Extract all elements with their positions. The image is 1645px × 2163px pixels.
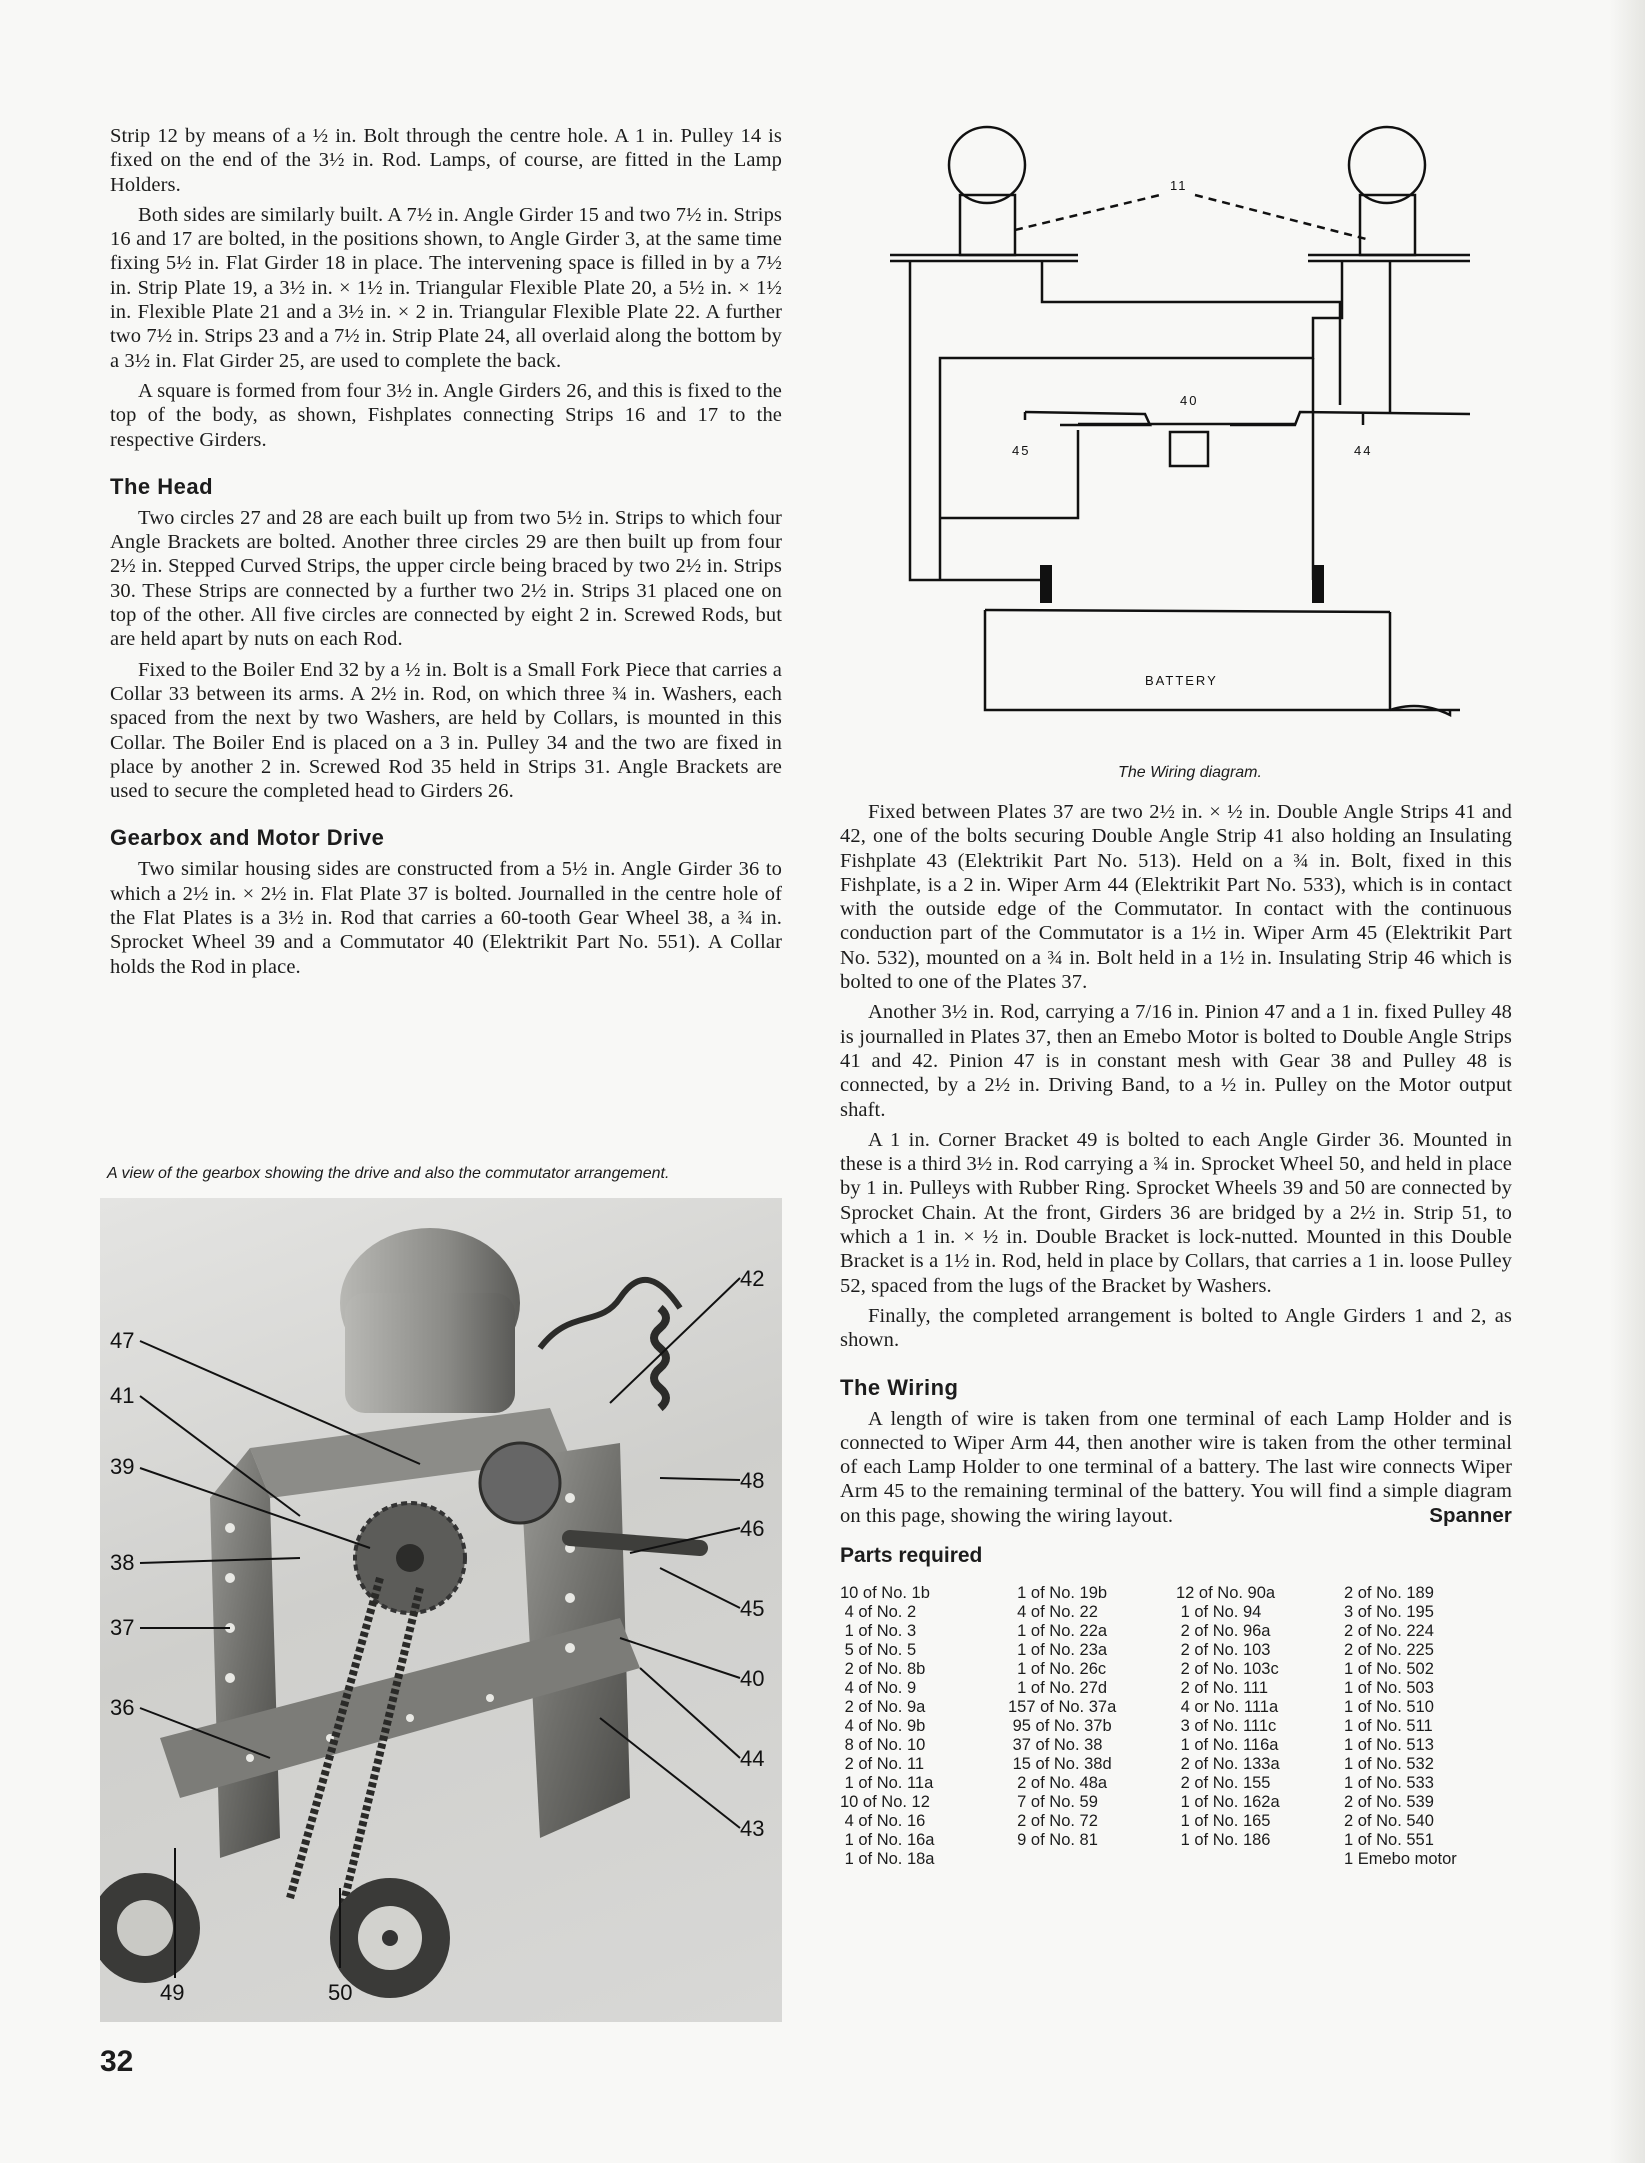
parts-item: 4 of No. 9b <box>840 1717 926 1736</box>
parts-item: 1 of No. 532 <box>1344 1755 1434 1774</box>
parts-item: 1 of No. 3 <box>840 1622 917 1641</box>
body-paragraph: Fixed to the Boiler End 32 by a ½ in. Bolt is a Small Fork Piece that carries a Collar 33 between its arms. A 2½ in. Rod, on which three ¾ in. Washers, each spaced from the next by two Washers, are held by Collars, is mounted in this Collar. The Boiler End is placed on a 3 in. Pulley 34 and the two are fixed in place by another 2 in. Screwed Rod 35 held in Strips 31. Angle Brackets are used to secure the completed head to Girders 26. <box>110 658 782 803</box>
parts-item: 4 of No. 22 <box>1008 1603 1098 1622</box>
body-paragraph: A square is formed from four 3½ in. Angle Girders 26, and this is fixed to the top of the body, as shown, Fishplates connecting Strips 16 and 17 to the respective Girders. <box>110 379 782 451</box>
body-paragraph: Two circles 27 and 28 are each built up from two 5½ in. Strips to which four Angle Brackets are bolted. Another three circles 29 are then built up from four 2½ in. Stepped Curved Strips, the upper circle being braced by two 2½ in. Strips 30. These Strips are connected by a further two 2½ in. Strips 31 placed one on top of the other. All five circles are connected by eight 2 in. Screwed Rods, but are held apart by nuts on each Rod. <box>110 506 782 651</box>
parts-column <box>840 1584 1008 1869</box>
parts-item: 37 of No. 38 <box>1008 1736 1103 1755</box>
body-paragraph: Another 3½ in. Rod, carrying a 7/16 in. Pinion 47 and a 1 in. fixed Pulley 48 is journalled in Plates 37, then an Emebo Motor is bolted to Double Angle Strips 41 and 42. Pinion 47 is in constant mesh with Gear 38 and Pulley 48 is connected, by a 2½ in. Driving Band, to a ½ in. Pulley on the Motor output shaft. <box>840 1001 1512 1121</box>
parts-item: 8 of No. 10 <box>840 1736 926 1755</box>
parts-item: 1 of No. 502 <box>1344 1660 1434 1679</box>
wiring-label-40: 40 <box>1180 393 1199 408</box>
left-column <box>110 124 782 985</box>
parts-item: 2 of No. 224 <box>1344 1622 1434 1641</box>
parts-item: 1 of No. 11a <box>840 1774 934 1793</box>
parts-item: 10 of No. 1b <box>840 1584 930 1603</box>
parts-item: 2 of No. 103c <box>1176 1660 1279 1679</box>
parts-item: 1 of No. 503 <box>1344 1679 1434 1698</box>
battery-label: BATTERY <box>1145 673 1218 688</box>
photo-label: 48 <box>740 1468 765 1493</box>
body-paragraph <box>840 1407 1512 1528</box>
parts-item: 2 of No. 48a <box>1008 1774 1108 1793</box>
page-edge-shadow <box>1609 0 1645 2163</box>
photo-label: 42 <box>740 1266 765 1291</box>
photo-label: 41 <box>110 1383 135 1408</box>
parts-item: 4 of No. 16 <box>840 1812 926 1831</box>
body-paragraph: Both sides are similarly built. A 7½ in. Angle Girder 15 and two 7½ in. Strips 16 and 17 are bolted, in the positions shown, to Angle Girder 3, at the same time fixing 5½ in. Flat Girder 18 in place. The intervening space is filled in by a 7½ in. Strip Plate 19, a 3½ in. × 1½ in. Triangular Flexible Plate 20, a 5½ in. × 1½ in. Flexible Plate 21 and a 3½ in. × 2 in. Triangular Flexible Plate 22. A further two 7½ in. Strips 23 and a 7½ in. Strip Plate 24, all overlaid along the bottom by a 3½ in. Flat Girder 25, are used to complete the back. <box>110 203 782 372</box>
parts-item: 1 of No. 18a <box>840 1850 935 1869</box>
photo-label: 36 <box>110 1695 135 1720</box>
parts-item: 2 of No. 540 <box>1344 1812 1434 1831</box>
photo-caption: A view of the gearbox showing the drive and also the commutator arrangement. <box>107 1165 670 1182</box>
parts-item: 4 of No. 2 <box>840 1603 917 1622</box>
parts-item: 2 of No. 11 <box>840 1755 925 1774</box>
wiring-paragraph-text: A length of wire is taken from one terminal of each Lamp Holder and is connected to Wiper Arm 44, then another wire is taken from the other terminal of each Lamp Holder to one terminal of a battery. The last wire connects Wiper Arm 45 to the remaining terminal of the battery. You will find a simple diagram on this page, showing the wiring layout. <box>840 1407 1512 1527</box>
parts-item: 1 of No. 22a <box>1008 1622 1108 1641</box>
section-heading-wiring: The Wiring <box>840 1374 959 1400</box>
parts-item: 2 of No. 133a <box>1176 1755 1280 1774</box>
parts-item: 157 of No. 37a <box>1008 1698 1117 1717</box>
body-paragraph: Strip 12 by means of a ½ in. Bolt through the centre hole. A 1 in. Pulley 14 is fixed on the end of the 3½ in. Rod. Lamps, of course, are fitted in the Lamp Holders. <box>110 125 782 196</box>
photo-label: 38 <box>110 1550 135 1575</box>
wiring-diagram <box>880 110 1500 770</box>
parts-item: 2 of No. 111 <box>1176 1679 1269 1698</box>
parts-item: 3 of No. 111c <box>1176 1717 1277 1736</box>
photo-label: 45 <box>740 1596 765 1621</box>
parts-item: 1 of No. 16a <box>840 1831 935 1850</box>
parts-item: 1 of No. 533 <box>1344 1774 1434 1793</box>
photo-label: 44 <box>740 1746 765 1771</box>
parts-item: 1 of No. 186 <box>1176 1831 1271 1850</box>
photo-label: 37 <box>110 1615 135 1640</box>
parts-item: 95 of No. 37b <box>1008 1717 1112 1736</box>
parts-item: 1 of No. 26c <box>1008 1660 1107 1679</box>
parts-item: 1 of No. 94 <box>1176 1603 1262 1622</box>
parts-item: 1 of No. 116a <box>1176 1736 1279 1755</box>
signature: Spanner <box>1429 1503 1512 1527</box>
photo-label: 40 <box>740 1666 765 1691</box>
parts-item: 4 or No. 111a <box>1176 1698 1279 1717</box>
gearbox-photo-illustration <box>100 1198 782 2022</box>
photo-label: 46 <box>740 1516 765 1541</box>
parts-item: 1 of No. 19b <box>1008 1584 1108 1603</box>
parts-item: 1 of No. 510 <box>1344 1698 1434 1717</box>
parts-item: 7 of No. 59 <box>1008 1793 1098 1812</box>
wiring-label-11: 11 <box>1170 178 1188 193</box>
gearbox-photo <box>100 1198 782 2022</box>
parts-item: 1 of No. 513 <box>1344 1736 1434 1755</box>
wiring-caption: The Wiring diagram. <box>1118 764 1262 781</box>
parts-column <box>1176 1584 1344 1869</box>
right-column <box>840 800 1512 1869</box>
parts-item: 4 of No. 9 <box>840 1679 917 1698</box>
parts-title: Parts required <box>840 1544 983 1568</box>
parts-column <box>1344 1584 1512 1869</box>
parts-item: 5 of No. 5 <box>840 1641 917 1660</box>
parts-item: 1 of No. 23a <box>1008 1641 1108 1660</box>
photo-label: 39 <box>110 1454 135 1479</box>
parts-item: 2 of No. 96a <box>1176 1622 1271 1641</box>
parts-item: 3 of No. 195 <box>1344 1603 1434 1622</box>
photo-label: 50 <box>328 1980 353 2005</box>
parts-item: 2 of No. 9a <box>840 1698 926 1717</box>
body-paragraph: Two similar housing sides are constructed from a 5½ in. Angle Girder 36 to which a 2½ in. × 2½ in. Flat Plate 37 is bolted. Journalled in the centre hole of the Flat Plates is a 3½ in. Rod that carries a 60-tooth Gear Wheel 38, a ¾ in. Sprocket Wheel 39 and a Commutator 40 (Elektrikit Part No. 551). A Collar holds the Rod in place. <box>110 858 782 978</box>
body-paragraph: Fixed between Plates 37 are two 2½ in. × ½ in. Double Angle Strips 41 and 42, one of the bolts securing Double Angle Strip 41 also holding an Insulating Fishplate 43 (Elektrikit Part No. 513). Held on a ¾ in. Bolt, fixed in this Fishplate, is a 2 in. Wiper Arm 44 (Elektrikit Part No. 533), which is in contact with the outside edge of the Commutator. In contact with the continuous conduction part of the Commutator is a 1½ in. Wiper Arm 45 (Elektrikit Part No. 532), mounted on a ¾ in. Bolt held in a 1½ in. Insulating Strip 46 which is bolted to one of the Plates 37. <box>840 801 1512 994</box>
parts-item: 2 of No. 155 <box>1176 1774 1271 1793</box>
parts-item: 2 of No. 72 <box>1008 1812 1098 1831</box>
parts-item: 10 of No. 12 <box>840 1793 930 1812</box>
parts-item: 2 of No. 8b <box>840 1660 926 1679</box>
parts-item: 2 of No. 225 <box>1344 1641 1434 1660</box>
body-paragraph: Finally, the completed arrangement is bolted to Angle Girders 1 and 2, as shown. <box>840 1304 1512 1352</box>
section-heading-gearbox: Gearbox and Motor Drive <box>110 825 385 851</box>
parts-item: 1 of No. 162a <box>1176 1793 1280 1812</box>
wiring-label-45: 45 <box>1012 443 1031 458</box>
parts-item: 12 of No. 90a <box>1176 1584 1276 1603</box>
parts-item: 1 of No. 27d <box>1008 1679 1108 1698</box>
body-paragraph: A 1 in. Corner Bracket 49 is bolted to each Angle Girder 36. Mounted in these is a third 3½ in. Rod carrying a ¾ in. Sprocket Wheel 50, and held in place by 1 in. Pulleys with Rubber Ring. Sprocket Wheels 39 and 50 are connected by Sprocket Chain. At the front, Girders 36 are bridged by a 2½ in. Strip 51, to which a 1 in. × ½ in. Double Bracket is lock-nutted. Mounted in this Double Bracket is a 1½ in. Rod, held in place by Collars, that carries a 1 in. loose Pulley 52, spaced from the lugs of the Bracket by Washers. <box>840 1128 1512 1297</box>
parts-list <box>840 1584 1512 1869</box>
page-number: 32 <box>100 2045 134 2078</box>
photo-label: 49 <box>160 1980 185 2005</box>
parts-item: 1 of No. 551 <box>1344 1831 1434 1850</box>
parts-item: 1 of No. 511 <box>1344 1717 1433 1736</box>
section-heading-head: The Head <box>110 473 214 499</box>
photo-label: 43 <box>740 1816 765 1841</box>
parts-item: 1 of No. 165 <box>1176 1812 1271 1831</box>
wiring-label-44: 44 <box>1354 443 1373 458</box>
parts-item: 2 of No. 189 <box>1344 1584 1434 1603</box>
parts-item: 2 of No. 539 <box>1344 1793 1434 1812</box>
parts-item: 1 Emebo motor <box>1344 1850 1457 1869</box>
parts-column <box>1008 1584 1176 1869</box>
photo-label: 47 <box>110 1328 135 1353</box>
parts-item: 15 of No. 38d <box>1008 1755 1112 1774</box>
parts-item: 9 of No. 81 <box>1008 1831 1098 1850</box>
parts-item: 2 of No. 103 <box>1176 1641 1271 1660</box>
